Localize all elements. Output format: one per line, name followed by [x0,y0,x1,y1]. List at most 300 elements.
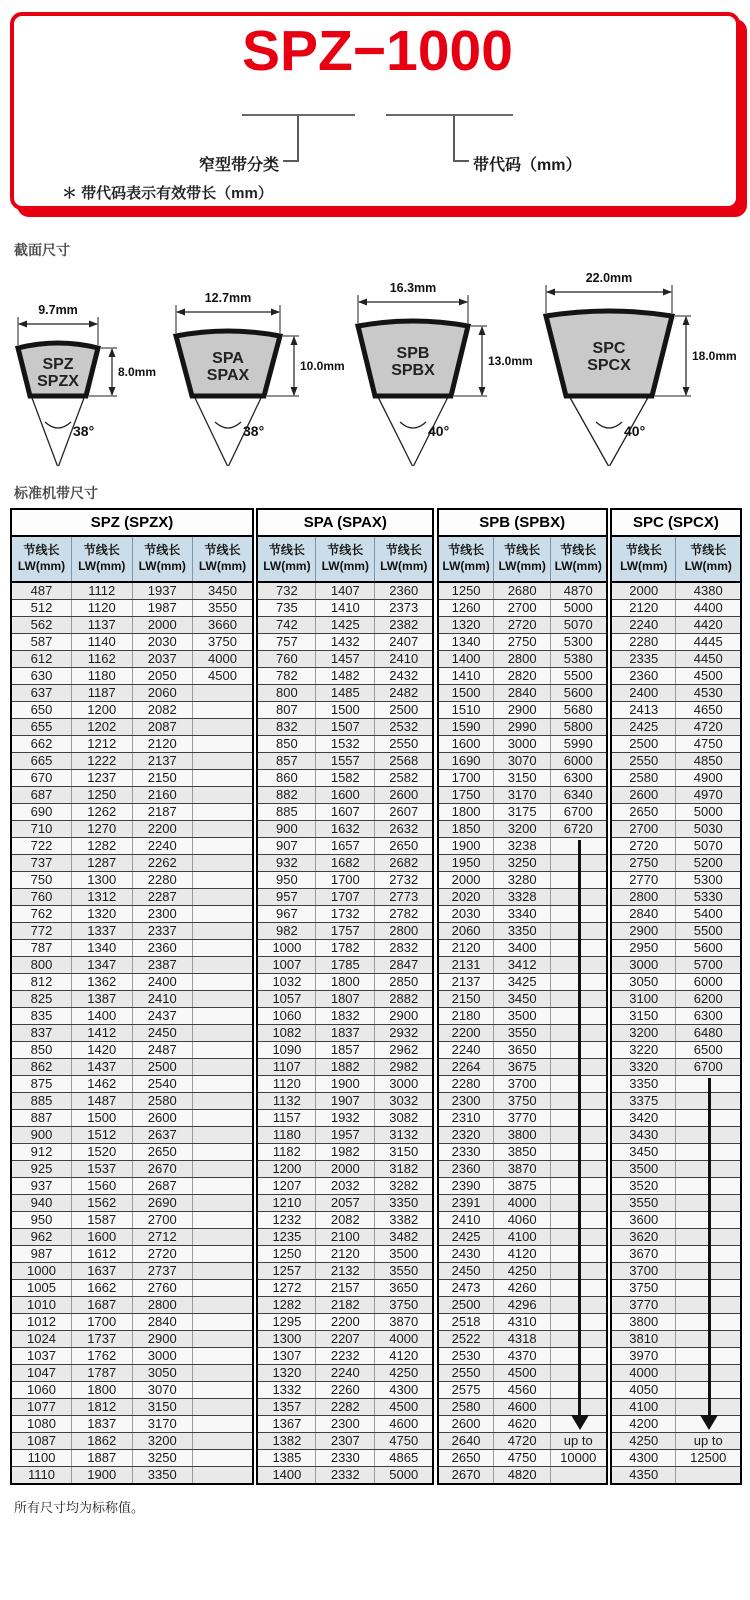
table-cell [193,1433,254,1450]
table-row [11,889,253,906]
table-row [611,1161,741,1178]
table-cell: 850 [257,736,316,753]
table-cell [550,1229,606,1246]
table-cell: 4310 [494,1314,550,1331]
table-cell [193,923,254,940]
table-cell: 2131 [438,957,494,974]
table-row [438,770,607,787]
table-cell: 4120 [494,1246,550,1263]
belt-name-line1: SPA [212,350,244,367]
product-code-title [242,20,513,83]
table-row [11,1365,253,1382]
table-cell: 2600 [611,787,676,804]
table-row [438,617,607,634]
table-cell: 487 [11,582,72,600]
table-cell: 2200 [438,1025,494,1042]
table-cell: 3050 [611,974,676,991]
table-row [11,1008,253,1025]
table-cell [550,906,606,923]
table-row [438,821,607,838]
table-cell: 1100 [11,1450,72,1467]
table-row [611,1280,741,1297]
table-row [257,582,433,600]
table-cell: 2120 [611,600,676,617]
table-cell [193,804,254,821]
table-cell: 2337 [132,923,193,940]
table-cell: 3328 [494,889,550,906]
table-cell [193,974,254,991]
table-cell: 3070 [494,753,550,770]
side-height-label: 18.0mm [692,349,737,363]
table-cell: 825 [11,991,72,1008]
table-cell: 2000 [611,582,676,600]
table-cell [550,940,606,957]
table-cell: 885 [11,1093,72,1110]
table-cell: 4420 [676,617,741,634]
table-cell: 3500 [494,1008,550,1025]
table-row [11,1314,253,1331]
table-cell: 4820 [494,1467,550,1485]
table-cell: 1832 [316,1008,375,1025]
table-cell [193,1348,254,1365]
table-row [257,1110,433,1127]
table-row [11,617,253,634]
table-cell: 2410 [438,1212,494,1229]
table-cell: 1812 [72,1399,133,1416]
table-cell: 1222 [72,753,133,770]
table-cell: 2530 [438,1348,494,1365]
table-cell: 3450 [611,1144,676,1161]
table-cell: 1332 [257,1382,316,1399]
table-cell: 1182 [257,1144,316,1161]
table-row [11,770,253,787]
table-cell [193,1212,254,1229]
leader-line-right [453,116,455,162]
table-row [11,634,253,651]
table-row [11,668,253,685]
table-cell: 787 [11,940,72,957]
table-cell [550,1399,606,1416]
table-cell: 665 [11,753,72,770]
table-cell: 5000 [676,804,741,821]
table-row [611,1229,741,1246]
angle-arc [215,422,241,428]
table-cell: 2160 [132,787,193,804]
table-cell: 2310 [438,1110,494,1127]
table-cell: 735 [257,600,316,617]
column-header: 节线长 LW(mm) [611,536,676,582]
table-row [257,940,433,957]
table-cell: 2000 [438,872,494,889]
table-row [611,1110,741,1127]
column-header: 节线长 LW(mm) [550,536,606,582]
table-row [611,1144,741,1161]
table-row [257,685,433,702]
table-cell [676,1246,741,1263]
table-cell: 650 [11,702,72,719]
table-cell: 1600 [438,736,494,753]
table-row [438,1042,607,1059]
table-cell: 4620 [494,1416,550,1433]
top-width-label: 22.0mm [585,271,633,285]
arrowhead [271,309,280,316]
table-cell: 2330 [438,1144,494,1161]
table-cell [676,1297,741,1314]
table-row [611,668,741,685]
table-cell: 3400 [494,940,550,957]
table-cell: 3450 [193,582,254,600]
table-cell: 1532 [316,736,375,753]
table-cell [550,1331,606,1348]
table-cell [193,1161,254,1178]
table-cell: 2360 [375,582,434,600]
table-cell: 835 [11,1008,72,1025]
table-row [438,1212,607,1229]
table-cell: 10000 [550,1450,606,1467]
table-cell: 800 [11,957,72,974]
table-cell: 2900 [132,1331,193,1348]
leader-line-left [297,116,299,162]
table-cell: 3150 [375,1144,434,1161]
table-cell: 4100 [611,1399,676,1416]
table-cell: 3170 [132,1416,193,1433]
table-cell: 3000 [132,1348,193,1365]
table-cell: 4500 [193,668,254,685]
table-cell: 2600 [438,1416,494,1433]
table-cell [676,1229,741,1246]
table-cell: 1347 [72,957,133,974]
table-cell: 2850 [375,974,434,991]
table-cell: 5990 [550,736,606,753]
table-cell: 1212 [72,736,133,753]
table-cell: 1560 [72,1178,133,1195]
table-row [438,1280,607,1297]
table-cell: 987 [11,1246,72,1263]
table-row [611,1314,741,1331]
table-cell: 2207 [316,1331,375,1348]
table-cell: 3382 [375,1212,434,1229]
table-cell: 2580 [438,1399,494,1416]
table-cell [550,1008,606,1025]
table-cell: 1982 [316,1144,375,1161]
table-cell: 3550 [375,1263,434,1280]
table-row [611,1059,741,1076]
table-row [257,1144,433,1161]
table-cell: 742 [257,617,316,634]
table-row [11,957,253,974]
table-cell [550,1314,606,1331]
table-cell: 3750 [611,1280,676,1297]
table-cell [550,1161,606,1178]
table-cell: 1807 [316,991,375,1008]
column-header: 节线长 LW(mm) [193,536,254,582]
table-cell: 2832 [375,940,434,957]
table-cell: 2432 [375,668,434,685]
size-table [10,508,254,1485]
table-cell: 1737 [72,1331,133,1348]
group-title: SPA (SPAX) [257,509,433,536]
column-header: 节线长 LW(mm) [375,536,434,582]
table-cell: 4260 [494,1280,550,1297]
table-cell: 2400 [132,974,193,991]
arrowhead [109,387,116,396]
table-cell: 1132 [257,1093,316,1110]
table-cell: 3200 [494,821,550,838]
table-cell: 2500 [611,736,676,753]
table-cell [193,1297,254,1314]
table-row [257,600,433,617]
table-row [438,991,607,1008]
table-row [438,1263,607,1280]
table-cell: 1410 [316,600,375,617]
table-cell: 3870 [494,1161,550,1178]
table-cell: 687 [11,787,72,804]
table-cell: 1587 [72,1212,133,1229]
table-cell: 1457 [316,651,375,668]
table-cell: 2800 [611,889,676,906]
table-row [438,957,607,974]
table-cell: 2057 [316,1195,375,1212]
table-cell: 1510 [438,702,494,719]
table-cell: 3800 [494,1127,550,1144]
table-row [611,719,741,736]
table-cell: 1362 [72,974,133,991]
top-width-label: 9.7mm [38,303,78,317]
table-cell: 3650 [494,1042,550,1059]
table-cell: 940 [11,1195,72,1212]
table-cell: 4750 [676,736,741,753]
column-header: 节线长 LW(mm) [132,536,193,582]
table-cell: 3150 [494,770,550,787]
table-row [611,1348,741,1365]
table-cell [550,1076,606,1093]
table-cell: 2990 [494,719,550,736]
table-cell: 982 [257,923,316,940]
size-table [610,508,742,1485]
table-cell: 5000 [550,600,606,617]
table-cell: 4000 [494,1195,550,1212]
table-row [611,1212,741,1229]
table-cell: 1057 [257,991,316,1008]
table-cell: 1295 [257,1314,316,1331]
table-cell: 2180 [438,1008,494,1025]
table-cell: 1210 [257,1195,316,1212]
table-cell: 2637 [132,1127,193,1144]
table-cell: 2500 [375,702,434,719]
table-row [438,1365,607,1382]
table-cell: 1487 [72,1093,133,1110]
table-row [11,600,253,617]
table-cell: 2300 [316,1416,375,1433]
table-cell: 2950 [611,940,676,957]
table-cell: 932 [257,855,316,872]
table-cell [550,1110,606,1127]
table-cell: 2240 [611,617,676,634]
table-cell: 2773 [375,889,434,906]
table-row [611,838,741,855]
table-cell: 2240 [438,1042,494,1059]
table-row [438,838,607,855]
table-row [438,974,607,991]
table-cell: 1202 [72,719,133,736]
table-cell: 2900 [375,1008,434,1025]
table-cell: 3350 [375,1195,434,1212]
column-header: 节线长 LW(mm) [494,536,550,582]
table-row [438,651,607,668]
arrowhead [176,309,185,316]
table-cell: 2650 [611,804,676,821]
table-cell: 5200 [676,855,741,872]
table-cell [193,736,254,753]
table-cell: 1082 [257,1025,316,1042]
table-row [11,1025,253,1042]
table-cell: 2082 [316,1212,375,1229]
table-cell: 4250 [375,1365,434,1382]
table-cell: 1900 [438,838,494,855]
table-cell: 2840 [494,685,550,702]
table-cell: 1060 [257,1008,316,1025]
table-row [257,1331,433,1348]
table-cell [193,1263,254,1280]
table-cell: 860 [257,770,316,787]
table-row [11,1246,253,1263]
table-cell: 1357 [257,1399,316,1416]
table-cell: 782 [257,668,316,685]
table-row [611,923,741,940]
table-cell: 2720 [494,617,550,634]
table-cell: 2360 [132,940,193,957]
table-cell [193,855,254,872]
table-cell: 3132 [375,1127,434,1144]
table-cell: 1007 [257,957,316,974]
table-row [11,940,253,957]
table-cell: 2732 [375,872,434,889]
table-cell: 937 [11,1178,72,1195]
table-cell: 900 [11,1127,72,1144]
table-row [438,872,607,889]
table-cell: 1700 [316,872,375,889]
table-cell: 832 [257,719,316,736]
table-cell: 3100 [611,991,676,1008]
table-cell: 1407 [316,582,375,600]
table-cell: 1077 [11,1399,72,1416]
angle-label: 40° [428,423,450,439]
table-cell: 2700 [611,821,676,838]
table-row [438,702,607,719]
table-cell: 2262 [132,855,193,872]
table-row [438,1127,607,1144]
table-cell: 2750 [494,634,550,651]
table-cell: 4000 [611,1365,676,1382]
table-group-spz [10,508,254,1485]
table-cell: 3032 [375,1093,434,1110]
column-header: 节线长 LW(mm) [257,536,316,582]
table-cell: 800 [257,685,316,702]
table-cell: 5300 [676,872,741,889]
table-cell [550,1348,606,1365]
table-cell: 5500 [550,668,606,685]
table-cell [193,940,254,957]
table-cell: 2120 [316,1246,375,1263]
table-row [438,600,607,617]
table-cell: 3082 [375,1110,434,1127]
table-cell [676,1144,741,1161]
table-cell: 2712 [132,1229,193,1246]
table-cell: 3875 [494,1178,550,1195]
table-cell: 4370 [494,1348,550,1365]
table-cell: 2020 [438,889,494,906]
table-cell: 1410 [438,668,494,685]
table-cell: 1110 [11,1467,72,1485]
table-cell: 612 [11,651,72,668]
table-cell: 950 [11,1212,72,1229]
table-row [257,855,433,872]
belt-name-line2: SPZX [37,373,79,390]
table-row [438,1246,607,1263]
table-cell: 1080 [11,1416,72,1433]
table-cell: 1507 [316,719,375,736]
table-cell: 2540 [132,1076,193,1093]
table-cell: 2187 [132,804,193,821]
table-cell: 4380 [676,582,741,600]
table-cell [550,957,606,974]
table-row [11,1450,253,1467]
side-height-label: 10.0mm [300,359,345,373]
table-cell: 1005 [11,1280,72,1297]
table-cell: 1282 [72,838,133,855]
table-row [611,1263,741,1280]
table-cell: 1632 [316,821,375,838]
table-cell: 3350 [611,1076,676,1093]
table-cell: 2050 [132,668,193,685]
table-cell: 710 [11,821,72,838]
table-cell: 1320 [257,1365,316,1382]
table-cell: 1060 [11,1382,72,1399]
table-cell [550,1059,606,1076]
belt-name-line2: SPCX [587,357,631,374]
table-cell: 885 [257,804,316,821]
table-row [11,1178,253,1195]
table-cell: 2100 [316,1229,375,1246]
table-cell: 737 [11,855,72,872]
title-belt-code: 1000 [386,19,513,83]
table-row [611,804,741,821]
table-cell [676,1161,741,1178]
table-cell: 4060 [494,1212,550,1229]
table-row [11,838,253,855]
table-cell: 1270 [72,821,133,838]
table-row [11,1059,253,1076]
title-dash: − [352,19,387,83]
table-cell: 2900 [611,923,676,940]
table-row [438,634,607,651]
table-cell [550,1093,606,1110]
table-row [257,1229,433,1246]
table-cell: 2390 [438,1178,494,1195]
table-cell: 562 [11,617,72,634]
table-cell: 1137 [72,617,133,634]
table-cell: 1600 [72,1229,133,1246]
table-cell: 2687 [132,1178,193,1195]
table-cell: 1500 [316,702,375,719]
table-cell: 2640 [438,1433,494,1450]
table-cell: 1300 [257,1331,316,1348]
leader-line-left-stub [283,160,297,162]
table-cell: 3200 [611,1025,676,1042]
table-cell: 1257 [257,1263,316,1280]
table-cell: 1200 [257,1161,316,1178]
table-cell: 2568 [375,753,434,770]
